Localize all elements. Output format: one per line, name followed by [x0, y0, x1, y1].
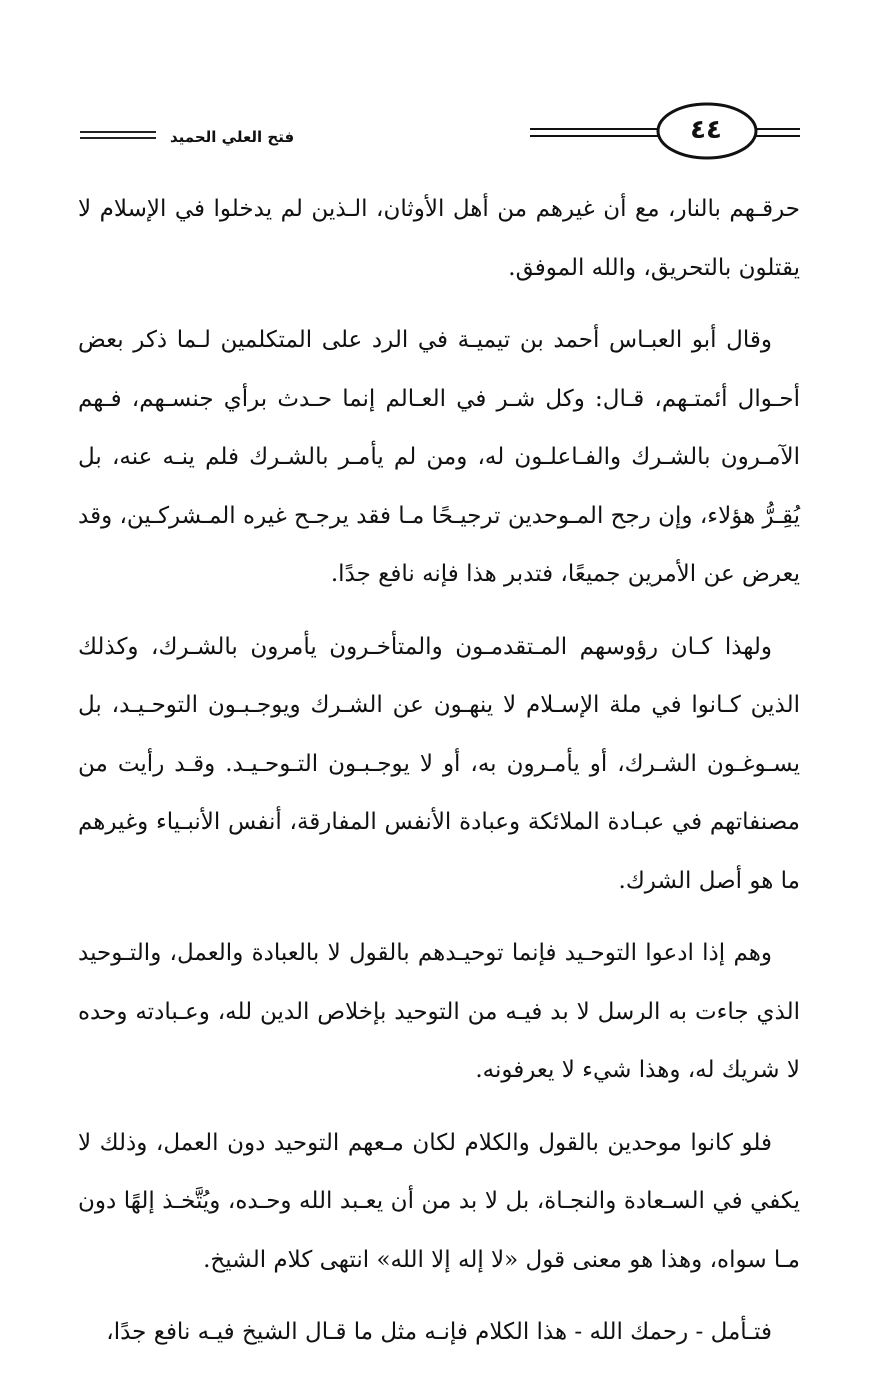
- paragraph-3: ولهذا كـان رؤوسهم المـتقدمـون والمتأخـرون يأمرون بالشـرك، وكذلك الذين كـانوا في ملة الإسـلام لا ينهـون عن الشـرك ويوجـبـون التوحـيـد، بل يسـوغـون الشـرك، أو يأمـرون به، أو لا يوجـبـون التـوحـيـد. وقـد رأيت من مصنفاتهم في عبـادة الملائكة وعبادة الأنفس المفارقة، أنفس الأنبـياء وغيرهم ما هو أصل الشرك.: [78, 633, 800, 894]
- paragraph-5: فلو كانوا موحدين بالقول والكلام لكان مـعهم التوحيد دون العمل، وذلك لا يكفي في السـعادة والنجـاة، بل لا بد من أن يعـبد الله وحـده، ويُتَّخـذ إلهًا دون مـا سواه، وهذا هو معنى قول «لا إله إلا الله» انتهى كلام الشيخ.: [78, 1129, 800, 1273]
- page-number: ٤٤: [690, 115, 722, 145]
- paragraph-4: وهم إذا ادعوا التوحـيد فإنما توحيـدهم بالقول لا بالعبادة والعمل، والتـوحيد الذي جاءت به الرسل لا بد فيـه من التوحيد بإخلاص الدين لله، وعـبادته وحده لا شريك له، وهذا شيء لا يعرفونه.: [78, 940, 800, 1083]
- running-title: فتح العلي الحميد: [170, 128, 295, 146]
- page-header: [80, 96, 800, 166]
- header-left-rule: [80, 131, 156, 133]
- paragraph-1: حرقـهم بالنار، مع أن غيرهم من أهل الأوثان، الـذين لم يدخلوا في الإسلام لا يقتلون بالتحريق، والله الموفق.: [78, 196, 800, 281]
- page-body: [78, 180, 800, 1362]
- paragraph-6: فتـأمل - رحمك الله - هذا الكلام فإنـه مثل ما قـال الشيخ فيـه نافع جدًا،: [106, 1319, 772, 1345]
- header-left-rule-second: [80, 137, 156, 139]
- paragraph-2: وقال أبو العبـاس أحمد بن تيميـة في الرد على المتكلمين لـما ذكر بعض أحـوال أئمتـهم، قـال: وكل شـر في العـالم إنما حـدث برأي جنسـهم، فـهم الآمـرون بالشـرك والفـاعلـون له، ومن لم يأمـر بالشـرك فلم ينـه عنه، بل يُقِـرُّ هؤلاء، وإن رجح المـوحدين ترجيـحًا مـا فقد يرجـح غيره المـشركـين، وقد يعرض عن الأمرين جميعًا، فتدبر هذا فإنه نافع جدًا.: [78, 327, 800, 587]
